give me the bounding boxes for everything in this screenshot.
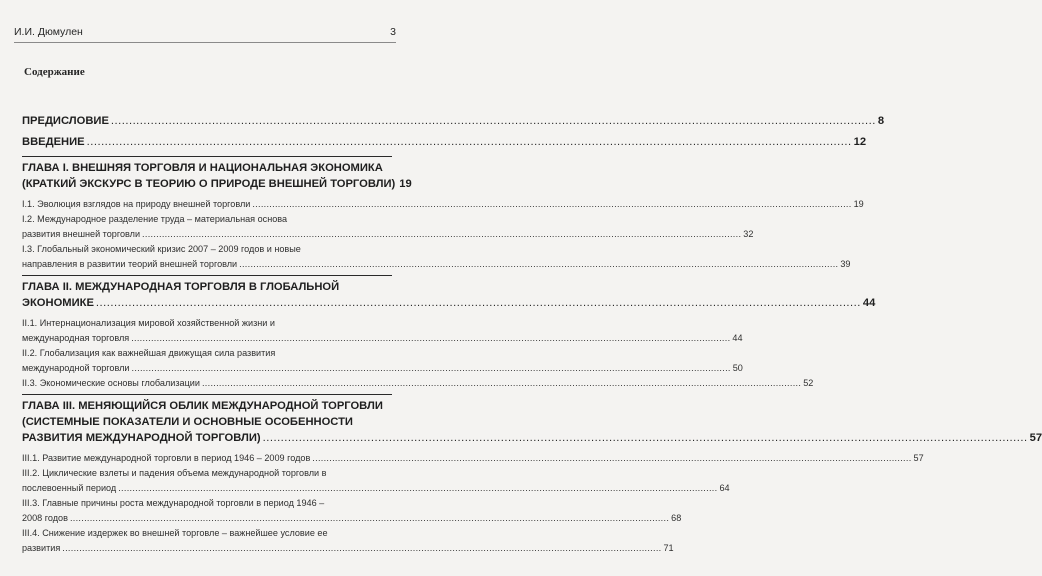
dot-leader [252,197,851,212]
dot-leader [312,451,911,466]
toc-section-1-1[interactable] [22,197,864,212]
section-title-line: послевоенный период [22,483,117,493]
toc-entry-page: 12 [853,136,867,148]
toc-entry-page: 52 [803,378,814,388]
dot-leader [62,541,661,556]
section-title-line: I.3. Глобальный экономический кризис 2007 – 2009 годов и новые [22,244,301,254]
chapter-title-line: ГЛАВА I. ВНЕШНЯЯ ТОРГОВЛЯ И НАЦИОНАЛЬНАЯ ЭКОНОМИКА [22,162,383,174]
toc-section-3-1[interactable] [22,451,924,466]
running-header [14,26,396,43]
toc-entry-page: 39 [840,259,851,269]
section-title-line: II.1. Интернационализация мировой хозяйственной жизни и [22,318,275,328]
section-title: III.1. Развитие международной торговли в период 1946 – 2009 годов [22,453,311,463]
chapter-title-line: ГЛАВА II. МЕЖДУНАРОДНАЯ ТОРГОВЛЯ В ГЛОБАЛЬНОЙ [22,281,340,293]
toc-entry-title: ПРЕДИСЛОВИЕ [22,115,109,127]
section-title-line: III.2. Циклические взлеты и падения объема международной торговли в [22,468,327,478]
toc-entry-page: 32 [743,229,754,239]
section-title-line: III.4. Снижение издержек во внешней торговле – важнейшее условие ее [22,528,328,538]
section-title-line: международная торговля [22,333,130,343]
toc-entry-title: ВВЕДЕНИЕ [22,136,85,148]
dot-leader [111,113,876,129]
toc-section-2-1[interactable] [22,316,743,346]
dot-leader [131,331,730,346]
toc-section-3-4[interactable] [22,526,674,556]
section-title: I.1. Эволюция взглядов на природу внешней торговли [22,199,251,209]
chapter-title-line: ГЛАВА III. МЕНЯЮЩИЙСЯ ОБЛИК МЕЖДУНАРОДНОЙ ТОРГОВЛИ [22,400,383,412]
toc-entry-introduction[interactable] [22,134,867,150]
toc-entry-page: 71 [663,543,674,553]
toc-chapter-3[interactable] [22,398,1042,446]
toc-chapter-2[interactable] [22,279,876,311]
dot-leader [118,481,717,496]
toc-section-2-2[interactable] [22,346,743,376]
contents-title: Содержание [24,66,85,78]
toc-section-2-3[interactable] [22,376,814,391]
dot-leader [96,295,861,311]
header-author: И.И. Дюмулен [14,26,83,38]
dot-leader [87,134,852,150]
chapter-title-line: ЭКОНОМИКЕ [22,297,94,309]
header-page-number: 3 [390,26,396,38]
toc-entry-page: 68 [671,513,682,523]
toc-section-1-3[interactable] [22,242,851,272]
dot-leader [142,227,741,242]
section-title-line: I.2. Международное разделение труда – материальная основа [22,214,288,224]
toc-entry-page: 50 [732,363,743,373]
section-title-line: 2008 годов [22,513,68,523]
section-title: II.3. Экономические основы глобализации [22,378,200,388]
section-title-line: II.2. Глобализация как важнейшая движущая сила развития [22,348,276,358]
toc-entry-page: 44 [732,333,743,343]
toc-entry-page: 57 [913,453,924,463]
dot-leader [239,257,838,272]
section-title-line: развития внешней торговли [22,229,141,239]
toc-entry-page: 8 [877,115,885,127]
toc-entry-page: 19 [399,178,412,190]
toc-entry-preface[interactable] [22,113,885,129]
section-title-line: международной торговли [22,363,130,373]
toc-section-1-2[interactable] [22,212,754,242]
dot-leader [202,376,801,391]
table-of-contents [22,113,1042,556]
chapter-title-line: РАЗВИТИЯ МЕЖДУНАРОДНОЙ ТОРГОВЛИ) [22,432,261,444]
toc-entry-page: 19 [853,199,864,209]
toc-entry-page: 44 [862,297,876,309]
dot-leader [132,361,731,376]
toc-section-3-2[interactable] [22,466,730,496]
chapter-title-line: (СИСТЕМНЫЕ ПОКАЗАТЕЛИ И ОСНОВНЫЕ ОСОБЕННОСТИ [22,416,353,428]
section-title-line: III.3. Главные причины роста международной торговли в период 1946 – [22,498,325,508]
toc-section-3-3[interactable] [22,496,682,526]
dot-leader [70,511,669,526]
chapter-title-line: (КРАТКИЙ ЭКСКУРС В ТЕОРИЮ О ПРИРОДЕ ВНЕШНЕЙ ТОРГОВЛИ) [22,178,396,190]
dot-leader [263,430,1028,446]
toc-chapter-1[interactable] [22,160,412,192]
section-title-line: направления в развитии теорий внешней торговли [22,259,238,269]
toc-entry-page: 64 [719,483,730,493]
toc-entry-page: 57 [1029,432,1042,444]
section-title-line: развития [22,543,61,553]
